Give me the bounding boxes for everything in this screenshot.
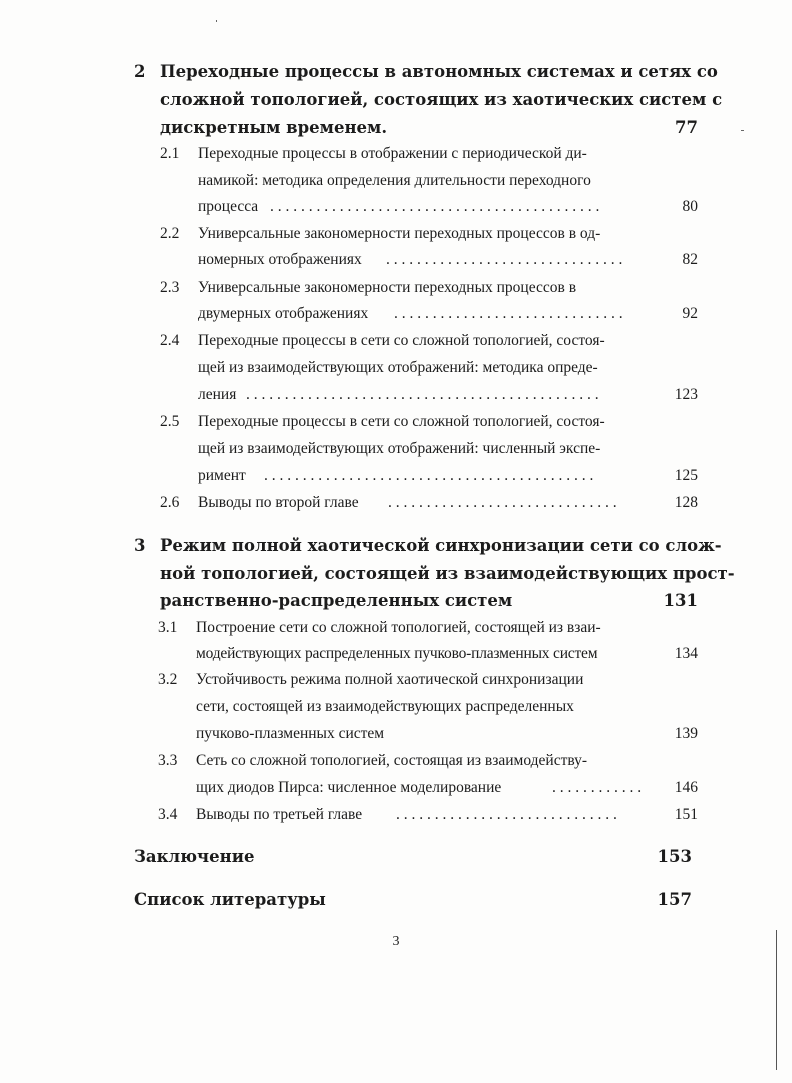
section-number: 3.1	[158, 619, 178, 636]
back-matter-title: Список литературы	[134, 890, 326, 909]
section-title-line: намикой: методика определения длительности переходного	[198, 172, 591, 189]
page-number: 3	[392, 934, 400, 949]
section-number: 2.1	[160, 145, 180, 162]
dot-leader: . . . . . . . . . . . . . . . . . . . . . . . . . . . . . .	[394, 305, 623, 322]
section-title-line: модействующих распределенных пучково-плазменных систем	[196, 645, 598, 662]
chapter-2-heading[interactable]	[134, 62, 723, 142]
section-number: 3.3	[158, 752, 178, 769]
dot-leader: . . . . . . . . . . . . . . . . . . . . . . . . . . . . .	[396, 806, 617, 823]
chapter-title-line: Режим полной хаотической синхронизации сети со слож-	[160, 536, 722, 555]
dot-leader: . . . . . . . . . . . . . . . . . . . . . . . . . . . . . . . . . . . . . . . . . . .	[270, 198, 600, 215]
section-page-number: 139	[674, 725, 698, 742]
section-title-line: Построение сети со сложной топологией, состоящей из взаи-	[196, 619, 601, 636]
dot-leader: . . . . . . . . . . . . . . . . . . . . . . . . . . . . . . .	[386, 251, 623, 268]
section-page-number: 123	[674, 386, 698, 403]
chapter-title-line: Переходные процессы в автономных системах и сетях со	[160, 62, 718, 81]
section-title-line: ления	[198, 386, 237, 403]
chapter-title-line: ранственно-распределенных систем	[160, 591, 513, 610]
section-title-line: Универсальные закономерности переходных процессов в	[198, 279, 577, 296]
section-page-number: 146	[674, 779, 698, 796]
section-title-line: номерных отображениях	[198, 251, 362, 268]
section-title-line: Переходные процессы в сети со сложной топологией, состоя-	[198, 332, 605, 349]
section-title-line: Выводы по второй главе	[198, 494, 359, 511]
section-title-line: Выводы по третьей главе	[196, 806, 363, 823]
section-title-line: щей из взаимодействующих отображений: методика опреде-	[198, 359, 598, 376]
chapter-title-line: ной топологией, состоящей из взаимодействующих прост-	[160, 564, 735, 583]
chapter-page-number: 131	[663, 591, 698, 610]
toc-entry-references[interactable]	[134, 890, 692, 909]
dot-leader: . . . . . . . . . . . . . . . . . . . . . . . . . . . . . . . . . . . . . . . . . . . . . .	[246, 386, 599, 403]
section-page-number: 125	[674, 467, 698, 484]
section-title-line: щей из взаимодействующих отображений: численный экспе-	[198, 440, 601, 457]
chapter-title-line: сложной топологией, состоящих из хаотических систем с	[160, 90, 723, 109]
section-title-line: Универсальные закономерности переходных процессов в од-	[198, 225, 601, 242]
section-title-line: процесса	[198, 198, 259, 215]
section-title-line: пучково-плазменных систем	[196, 725, 385, 742]
chapter-number: 3	[134, 536, 146, 555]
scan-speck	[741, 130, 744, 131]
section-title-line: Устойчивость режима полной хаотической синхронизации	[196, 671, 584, 688]
back-matter-title: Заключение	[134, 847, 255, 866]
section-title-line: щих диодов Пирса: численное моделирование	[196, 779, 502, 796]
toc-entry-conclusion[interactable]	[134, 847, 692, 866]
section-number: 3.4	[158, 806, 178, 823]
section-number: 2.2	[160, 225, 180, 242]
section-page-number: 128	[674, 494, 698, 511]
section-title-line: римент	[198, 467, 246, 484]
dot-leader: . . . . . . . . . . . .	[552, 779, 642, 796]
section-page-number: 134	[674, 645, 698, 662]
section-title-line: Переходные процессы в сети со сложной топологией, состоя-	[198, 413, 605, 430]
chapter-number: 2	[134, 62, 146, 81]
chapter-title-line: дискретным временем.	[160, 118, 388, 137]
section-title-line: Переходные процессы в отображении с периодической ди-	[198, 145, 587, 162]
section-title-line: Сеть со сложной топологией, состоящая из взаимодейству-	[196, 752, 588, 769]
section-title-line: двумерных отображениях	[198, 305, 369, 322]
dot-leader: . . . . . . . . . . . . . . . . . . . . . . . . . . . . . . . . . . . . . . . . . . .	[264, 467, 594, 484]
section-title-line: сети, состоящей из взаимодействующих распределенных	[196, 698, 574, 715]
section-page-number: 80	[682, 198, 698, 215]
section-number: 3.2	[158, 671, 178, 688]
section-number: 2.6	[160, 494, 180, 511]
chapter-3-heading[interactable]	[134, 536, 735, 616]
dot-leader: . . . . . . . . . . . . . . . . . . . . . . . . . . . . . .	[388, 494, 617, 511]
chapter-page-number: 77	[675, 118, 698, 137]
section-number: 2.5	[160, 413, 180, 430]
section-page-number: 151	[674, 806, 698, 823]
section-number: 2.3	[160, 279, 180, 296]
scan-edge-line	[776, 930, 777, 1070]
section-page-number: 82	[682, 251, 698, 268]
section-page-number: 92	[682, 305, 698, 322]
back-matter-page-number: 153	[657, 847, 692, 866]
section-number: 2.4	[160, 332, 180, 349]
scan-speck	[216, 20, 217, 22]
back-matter-page-number: 157	[657, 890, 692, 909]
